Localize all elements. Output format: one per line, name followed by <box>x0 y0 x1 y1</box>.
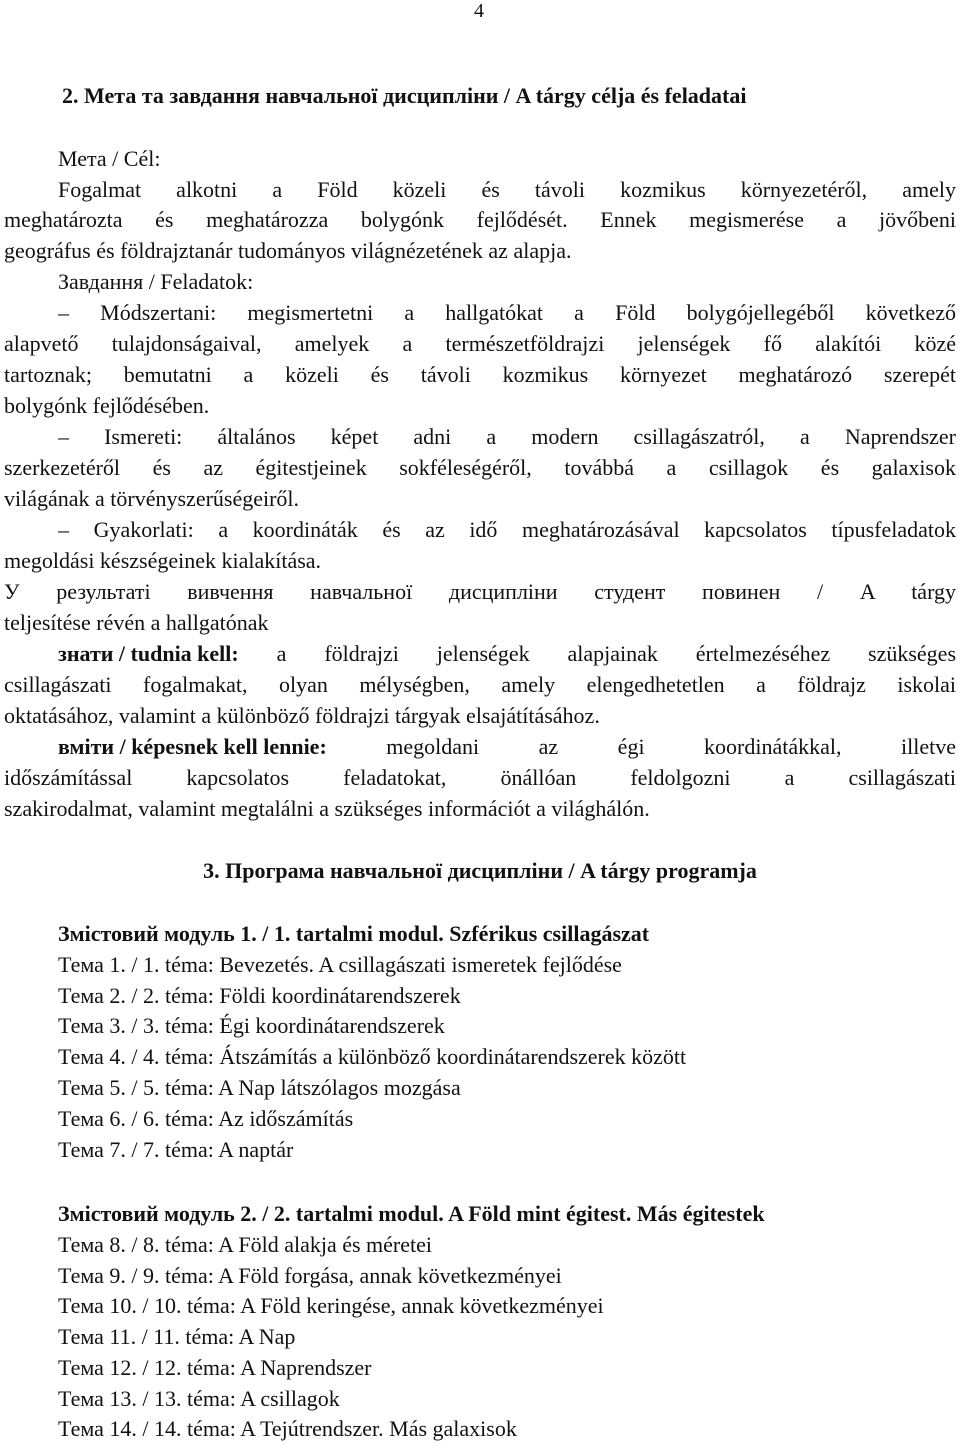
goal-line: meghatározta és meghatározza bolygónk fejlődését. Ennek megismerése a jövőbeni <box>4 207 956 232</box>
section-3-heading: 3. Програма навчальної дисципліни / A tárgy programja <box>203 858 757 883</box>
task-methodological-line: alapvető tulajdonságaival, amelyek a természetföldrajzi jelenségek fő alakítói közé <box>4 331 956 356</box>
topic-line: Тема 4. / 4. téma: Átszámítás a különböző koordinátarendszerek között <box>58 1044 687 1069</box>
know-line: oktatásához, valamint a különböző földrajzi tárgyak elsajátításához. <box>4 703 600 728</box>
topic-line: Тема 11. / 11. téma: A Nap <box>58 1324 296 1349</box>
know-line: csillagászati fogalmakat, olyan mélységben, amely elengedhetetlen a földrajz iskolai <box>4 672 956 697</box>
task-methodological-line: tartoznak; bemutatni a közeli és távoli kozmikus környezet meghatározó szerepét <box>4 362 956 387</box>
goal-line: Fogalmat alkotni a Föld közeli és távoli kozmikus környezetéről, amely <box>58 177 956 202</box>
topic-line: Тема 8. / 8. téma: A Föld alakja és méretei <box>58 1232 432 1257</box>
topic-line: Тема 13. / 13. téma: A csillagok <box>58 1386 340 1411</box>
topic-line: Тема 6. / 6. téma: Az időszámítás <box>58 1106 354 1131</box>
module-2-title: Змістовий модуль 2. / 2. tartalmi modul. A Föld mint égitest. Más égitestek <box>58 1201 765 1226</box>
task-knowledge-line: világának a törvényszerűségeiről. <box>4 486 300 511</box>
task-knowledge-line: szerkezetéről és az égitestjeinek sokféleségéről, továbbá a csillagok és galaxisok <box>4 455 956 480</box>
topic-line: Тема 10. / 10. téma: A Föld keringése, annak következményei <box>58 1293 604 1318</box>
know-first-line <box>58 640 956 668</box>
tasks-label: Завдання / Feladatok: <box>58 269 254 294</box>
able-line: időszámítással kapcsolatos feladatokat, önállóan feldolgozni a csillagászati <box>4 765 956 790</box>
able-first-line <box>58 733 956 761</box>
topic-line: Тема 7. / 7. téma: A naptár <box>58 1137 294 1162</box>
topic-line: Тема 3. / 3. téma: Égi koordinátarendszerek <box>58 1013 445 1038</box>
goal-label: Мета / Cél: <box>58 146 161 171</box>
able-line: megoldani az égi koordinátákkal, illetve <box>326 734 956 759</box>
task-knowledge-line: – Ismereti: általános képet adni a modern csillagászatról, a Naprendszer <box>58 424 956 449</box>
topic-line: Тема 14. / 14. téma: A Tejútrendszer. Más galaxisok <box>58 1416 517 1441</box>
task-methodological-line: – Módszertani: megismertetni a hallgatókat a Föld bolygójellegéből következő <box>58 300 956 325</box>
topic-line: Тема 2. / 2. téma: Földi koordinátarendszerek <box>58 983 461 1008</box>
task-practical-line: – Gyakorlati: a koordináták és az idő meghatározásával kapcsolatos típusfeladatok <box>58 517 956 542</box>
task-practical-line: megoldási készségeinek kialakítása. <box>4 548 322 573</box>
page-number: 4 <box>474 0 484 22</box>
goal-line: geográfus és földrajztanár tudományos világnézetének az alapja. <box>4 238 572 263</box>
know-line: a földrajzi jelenségek alapjainak értelmezéséhez szükséges <box>238 641 956 666</box>
topic-line: Тема 12. / 12. téma: A Naprendszer <box>58 1355 372 1380</box>
topic-line: Тема 1. / 1. téma: Bevezetés. A csillagászati ismeretek fejlődése <box>58 952 622 977</box>
topic-line: Тема 5. / 5. téma: A Nap látszólagos mozgása <box>58 1075 461 1100</box>
result-line: teljesítése révén a hallgatónak <box>4 610 269 635</box>
able-line: szakirodalmat, valamint megtalálni a szükséges információt a világhálón. <box>4 796 650 821</box>
module-1-title: Змістовий модуль 1. / 1. tartalmi modul. Szférikus csillagászat <box>58 921 650 946</box>
able-label: вміти / képesnek kell lennie: <box>58 734 327 759</box>
know-label: знати / tudnia kell: <box>58 641 239 666</box>
task-methodological-line: bolygónk fejlődésében. <box>4 393 210 418</box>
section-2-heading: 2. Мета та завдання навчальної дисципліни / A tárgy célja és feladatai <box>62 83 747 108</box>
topic-line: Тема 9. / 9. téma: A Föld forgása, annak következményei <box>58 1263 562 1288</box>
result-line: У результаті вивчення навчальної дисципліни студент повинен / A tárgy <box>4 579 956 604</box>
